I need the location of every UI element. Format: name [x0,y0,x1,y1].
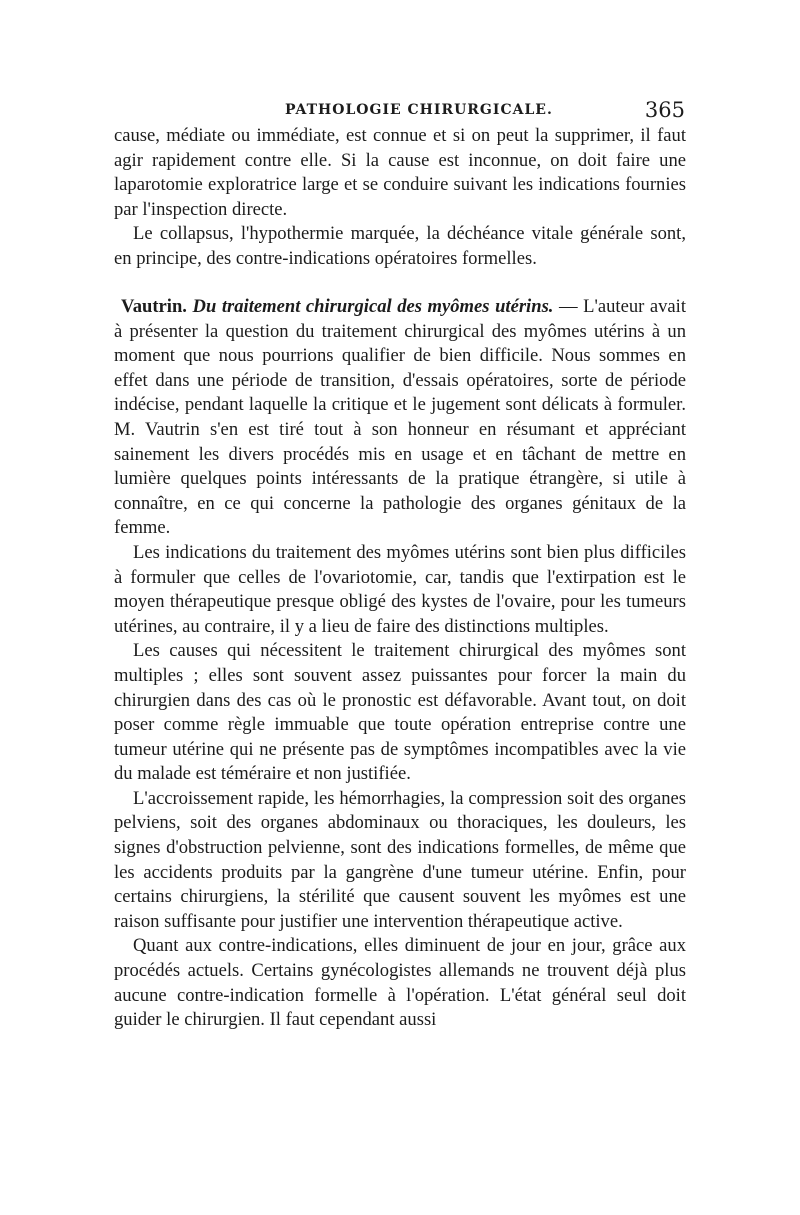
paragraph-text: — L'auteur avait à présenter la question du traitement chirurgical des myômes utérins à un moment que nous pourrions qualifier de bien difficile. Nous sommes en effet dans une période de transition, d'essais opératoires, sorte de période indécise, pendant laquelle la critique et le jugement sont délicats à formuler. M. Vautrin s'en est tiré tout à son honneur en résumant et appréciant sainement les divers procédés mis en usage et en tâchant de mettre en lumière quelques points intéressants de la pratique étrangère, si utile à connaître, en ce qui concerne la pathologie des organes génitaux de la femme. [114,296,686,539]
article-title: Du traitement chirurgical des myômes utérins. [192,296,554,317]
paragraph: Les causes qui nécessitent le traitement chirurgical des myômes sont multiples ; elles sont souvent assez puissantes pour forcer la main du chirurgien dans des cas où le pronostic est défavorable. Avant tout, on doit poser comme règle immuable que toute opération entreprise contre une tumeur utérine qui ne présente pas de symptômes incompatibles avec la vie du malade est téméraire et non justifiée. [114,640,686,785]
paragraph: Les indications du traitement des myômes utérins sont bien plus difficiles à formuler que celles de l'ovariotomie, car, tandis que l'extirpation est le moyen thérapeutique presque obligé des kystes de l'ovaire, pour les tumeurs utérines, au contraire, il y a lieu de faire des distinctions multiples. [114,541,686,637]
continued-text-block [114,124,686,272]
article-author: Vautrin. [121,296,187,317]
paragraph: Quant aux contre-indications, elles diminuent de jour en jour, grâce aux procédés actuels. Certains gynécologistes allemands ne trouvent déjà plus aucune contre-indication formelle à l'opération. L'état général seul doit guider le chirurgien. Il faut cependant aussi [114,935,686,1031]
paragraph: Le collapsus, l'hypothermie marquée, la déchéance vitale générale sont, en principe, des contre-indications opératoires formelles. [114,223,686,269]
paragraph: cause, médiate ou immédiate, est connue et si on peut la supprimer, il faut agir rapidement contre elle. Si la cause est inconnue, on doit faire une laparotomie exploratrice large et se conduire suivant les indications fournies par l'inspection directe. [114,125,686,220]
article-block [114,295,686,1033]
page-header [285,98,685,122]
page-number: 365 [644,98,685,122]
paragraph: L'accroissement rapide, les hémorrhagies, la compression soit des organes pelviens, soit des organes abdominaux ou thoraciques, les douleurs, les signes d'obstruction pelvienne, sont des indications formelles, de même que les accidents produits par la gangrène d'une tumeur utérine. Enfin, pour certains chirurgiens, la stérilité que causent souvent les myômes est une raison suffisante pour justifier une intervention thérapeutique active. [114,787,686,932]
running-head: PATHOLOGIE CHIRURGICALE. [285,102,553,118]
article-first-paragraph [114,295,686,541]
